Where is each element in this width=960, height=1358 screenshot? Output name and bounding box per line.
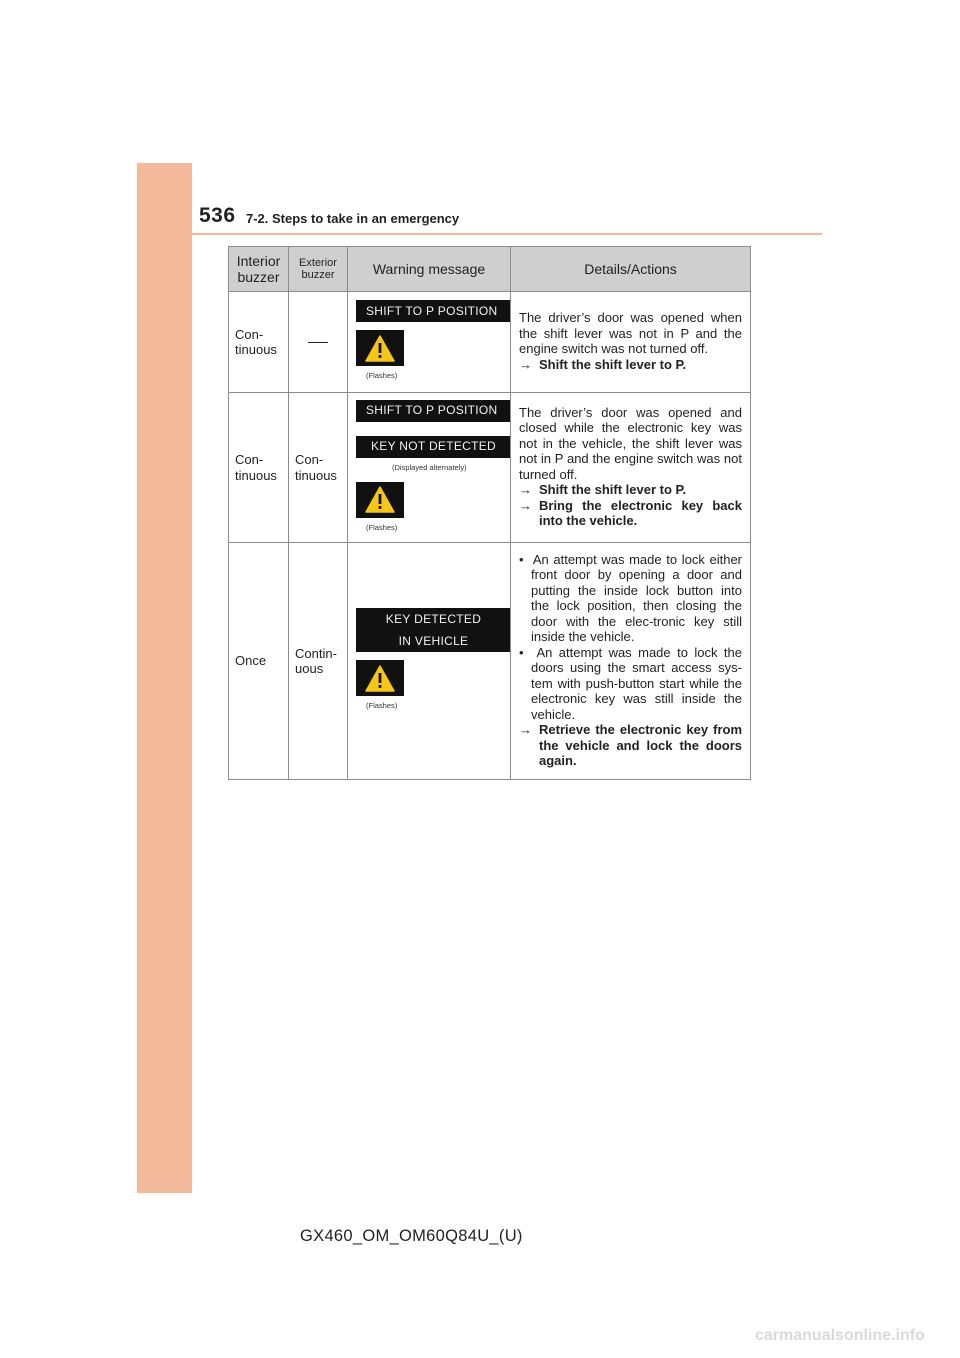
header-interior-buzzer: Interior buzzer	[229, 247, 289, 292]
warning-message-cell	[348, 292, 511, 393]
action-line	[519, 482, 742, 498]
exterior-buzzer-cell	[289, 543, 348, 780]
interior-buzzer-cell	[229, 393, 289, 543]
warning-message-cell	[348, 543, 511, 780]
section-title: 7-2. Steps to take in an emergency	[246, 211, 460, 226]
header-rule	[192, 233, 822, 235]
header-details-actions: Details/Actions	[511, 247, 751, 292]
detail-bullet-text: An attempt was made to lock the doors using the smart access sys-tem with push-button start while the electronic key was still inside the vehicle.	[531, 644, 742, 722]
displayed-alternately-note: (Displayed alternately)	[392, 463, 467, 472]
warning-triangle-icon	[356, 482, 404, 518]
action-text: Shift the shift lever to P.	[539, 356, 687, 372]
arrow-right-icon: →	[519, 722, 532, 737]
details-cell	[511, 292, 751, 393]
action-text: Bring the electronic key back into the vehicle.	[539, 497, 742, 528]
exterior-buzzer-value: Contin- uous	[295, 645, 337, 676]
display-message-line: KEY DETECTED	[385, 612, 482, 627]
display-message-line: IN VEHICLE	[398, 634, 469, 649]
dash-mark	[308, 342, 328, 343]
table-header-row	[229, 247, 751, 292]
footer-doc-code: GX460_OM_OM60Q84U_(U)	[300, 1227, 523, 1245]
interior-buzzer-cell	[229, 292, 289, 393]
side-tab-strip	[137, 163, 192, 1193]
details-cell	[511, 543, 751, 780]
header-warning-message: Warning message	[348, 247, 511, 292]
page-number: 536	[199, 204, 236, 227]
interior-buzzer-value: Con- tinuous	[235, 326, 277, 357]
flashes-note: (Flashes)	[366, 371, 398, 381]
warning-table	[228, 246, 751, 780]
arrow-right-icon: →	[519, 356, 532, 372]
header-exterior-buzzer: Exterior buzzer	[289, 247, 348, 292]
display-message: KEY NOT DETECTED	[356, 436, 511, 458]
arrow-right-icon: →	[519, 482, 532, 497]
flashes-note: (Flashes)	[366, 701, 398, 711]
interior-buzzer-value: Con- tinuous	[235, 452, 277, 483]
detail-bullet: • An attempt was made to lock the doors using the smart access sys-tem with push-button start while the electronic key was still inside the vehicle.	[519, 644, 742, 722]
exterior-buzzer-value: Con- tinuous	[295, 452, 337, 483]
warning-message-cell	[348, 393, 511, 543]
table-row	[229, 393, 751, 543]
arrow-right-icon: →	[519, 497, 532, 513]
details-cell	[511, 393, 751, 543]
warning-triangle-icon	[356, 330, 404, 366]
exterior-buzzer-cell	[289, 393, 348, 543]
display-message: SHIFT TO P POSITION	[356, 300, 511, 322]
flashes-note: (Flashes)	[366, 522, 398, 532]
action-text: Shift the shift lever to P.	[539, 482, 687, 497]
interior-buzzer-value: Once	[235, 653, 267, 669]
display-message: SHIFT TO P POSITION	[356, 400, 511, 422]
interior-buzzer-cell	[229, 543, 289, 780]
table-row	[229, 543, 751, 780]
detail-bullet-text: An attempt was made to lock either front door by opening a door and putting the inside lock button into the lock position, then closing the door with the elec-tronic key still inside the vehicle.	[531, 551, 742, 644]
details-text: The driver’s door was opened and closed while the electronic key was not in the vehicle, the shift lever was not in P and the engine switch was not turned off.	[519, 404, 742, 482]
display-message	[356, 608, 511, 652]
table-row	[229, 292, 751, 393]
action-line	[519, 722, 742, 769]
detail-bullet: • An attempt was made to lock either front door by opening a door and putting the inside lock button into the lock position, then closing the door with the elec-tronic key still inside the vehicle.	[519, 551, 742, 644]
exterior-buzzer-cell	[289, 292, 348, 393]
warning-triangle-icon	[356, 660, 404, 696]
action-line	[519, 357, 742, 373]
details-text: The driver’s door was opened when the shift lever was not in P and the engine switch was not turned off.	[519, 310, 742, 356]
watermark: carmanualsonline.info	[755, 1327, 925, 1344]
action-line	[519, 498, 742, 529]
action-text: Retrieve the electronic key from the vehicle and lock the doors again.	[539, 722, 742, 768]
